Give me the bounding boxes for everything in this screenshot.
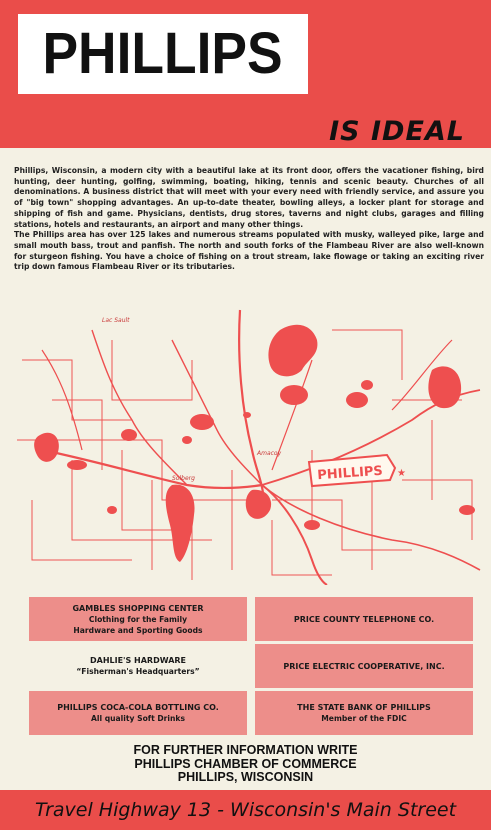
lakes [34, 325, 475, 562]
ad-dahlies [29, 644, 247, 688]
map-label-3: Amacoy [257, 450, 282, 457]
map-graphic [12, 300, 482, 585]
contact-line-3: PHILLIPS, WISCONSIN [177, 770, 314, 784]
ad-name: PHILLIPS COCA-COLA BOTTLING CO. [57, 703, 219, 712]
ad-line: “Fisherman's Headquarters” [76, 667, 200, 676]
footer-band [0, 790, 491, 830]
map-label-2: Solberg [172, 475, 195, 482]
ad-line: Hardware and Sporting Goods [73, 625, 203, 635]
ad-coca-cola [29, 691, 247, 735]
star-icon: ★ [397, 468, 406, 479]
intro-text [14, 166, 484, 273]
rivers [42, 310, 480, 585]
ad-name: GAMBLES SHOPPING CENTER [72, 603, 204, 613]
ad-gambles [29, 597, 247, 641]
phillips-banner [309, 455, 406, 486]
ad-line: All quality Soft Drinks [90, 714, 185, 723]
ad-telephone [255, 597, 473, 641]
page-subtitle: IS IDEAL [329, 116, 465, 147]
ad-state-bank [255, 691, 473, 735]
intro-paragraph-1: Phillips, Wisconsin, a modern city with a beautiful lake at its front door, offers the vacationer fishing, bird hunting, deer hunting, golfing, swimming, boating, hiking, tennis and scenic beauty. Churches of all denominations. A business district that will meet with your every need with friendly service, and assure you of "big town" shopping advantages. An up-to-date theater, bowling alleys, a locker plant for storage and shipping of fish and game. Physicians, dentists, drug stores, taverns and night clubs, garages and filling stations, hotels and restaurants, an airport and many other things. [14, 166, 484, 229]
title-box [18, 14, 308, 94]
ad-name: PRICE COUNTY TELEPHONE CO. [293, 614, 435, 624]
contact-line-2: PHILLIPS CHAMBER OF COMMERCE [134, 756, 357, 771]
ad-name: THE STATE BANK OF PHILLIPS [297, 703, 431, 712]
ad-name: PRICE ELECTRIC COOPERATIVE, INC. [283, 661, 445, 671]
contact-line-1: FOR FURTHER INFORMATION WRITE [133, 743, 358, 757]
ad-electric [255, 644, 473, 688]
page-title: PHILLIPS [42, 21, 284, 86]
map-banner-label: PHILLIPS [316, 463, 384, 484]
intro-paragraph-2: The Phillips area has over 125 lakes and numerous streams populated with musky, walleyed pike, large and small mouth bass, trout and panfish. The north and south forks of the Flambeau River are also well-known for sturgeon fishing. You have a choice of fishing on a trout stream, lake flowage or taking an exciting river trip down famous Flambeau River or its tributaries. [14, 230, 484, 272]
ad-line: Clothing for the Family [88, 614, 188, 624]
advertisers-grid [29, 597, 473, 735]
footer-slogan: Travel Highway 13 - Wisconsin's Main Street [34, 799, 457, 821]
ad-line: Member of the FDIC [321, 714, 407, 723]
map-label-1: Lac Sault [102, 317, 130, 324]
contact-block [0, 744, 491, 785]
area-map [12, 300, 482, 585]
ad-name: DAHLIE'S HARDWARE [89, 656, 187, 665]
